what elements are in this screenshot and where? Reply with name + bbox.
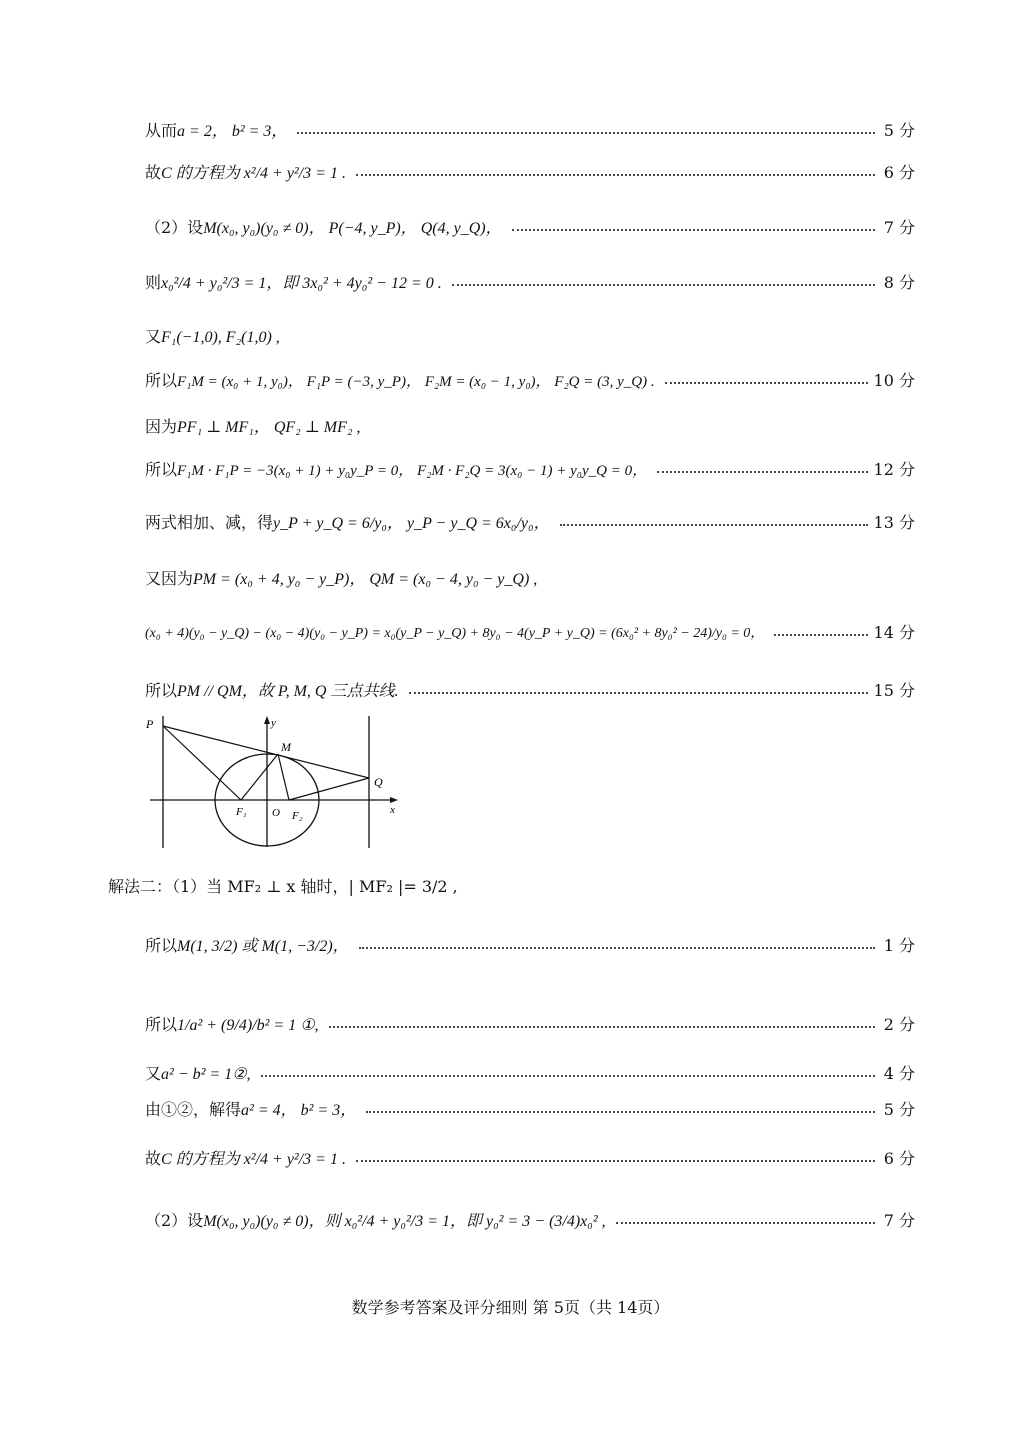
line-1 (145, 118, 915, 141)
line-text: 从而a = 2， b² = 3， (145, 121, 288, 140)
line-3 (145, 215, 915, 238)
score: 4 分 (883, 1064, 915, 1083)
line-text: 所以1/a² + (9/4)/b² = 1 ①, (145, 1015, 319, 1034)
leader-dots (329, 1026, 875, 1028)
line-text: 故C 的方程为 x²/4 + y²/3 = 1 . (145, 163, 346, 182)
page-footer: 数学参考答案及评分细则 第 5页（共 14页） (351, 1298, 670, 1317)
leader-dots (356, 174, 875, 176)
method2-heading-text: 解法二：（1）当 MF₂ ⊥ x 轴时，| MF₂ |= 3/2 , (108, 877, 458, 896)
score: 6 分 (883, 163, 915, 182)
line-6 (145, 368, 915, 391)
line-5 (145, 324, 915, 347)
line2-2 (145, 1012, 915, 1035)
method2-heading (108, 874, 908, 897)
score: 8 分 (883, 273, 915, 292)
label-P: P (146, 717, 154, 731)
leader-dots (512, 229, 875, 231)
line-text: 又F₁(−1,0), F₂(1,0) , (145, 327, 280, 346)
x-axis-arrow (390, 797, 398, 803)
score: 6 分 (883, 1149, 915, 1168)
line-text: 两式相加、减，得y_P + y_Q = 6/y₀， y_P − y_Q = 6x₀/y₀， (145, 513, 550, 532)
score: 12 分 (873, 460, 915, 479)
label-O: O (272, 807, 280, 819)
label-M: M (281, 740, 291, 754)
line-text: 又a² − b² = 1②, (145, 1064, 251, 1083)
line-text: 所以PM // QM，故 P, M, Q 三点共线. (145, 681, 399, 700)
line-text: 则x₀²/4 + y₀²/3 = 1，即 3x₀² + 4y₀² − 12 = 0 . (145, 273, 442, 292)
line-9 (145, 510, 915, 533)
score: 5 分 (883, 1100, 915, 1119)
score: 5 分 (883, 121, 915, 140)
line-11 (145, 620, 915, 643)
segment-PF1 (163, 726, 241, 800)
leader-dots (774, 634, 867, 636)
line2-5 (145, 1146, 915, 1169)
line-PQ (163, 726, 369, 778)
line-text: (x₀ + 4)(y₀ − y_Q) − (x₀ − 4)(y₀ − y_P) = x₀(y_P − y_Q) + 8y₀ − 4(y_P + y_Q) = (6x₀² + 8y₀² − 24)/y₀ = 0， (145, 625, 765, 641)
leader-dots (356, 1160, 875, 1162)
line-8 (145, 457, 915, 480)
score: 7 分 (883, 1211, 915, 1230)
line-text: （2）设M(x₀, y₀)(y₀ ≠ 0)，则 x₀²/4 + y₀²/3 = 1，即 y₀² = 3 − (3/4)x₀² , (145, 1211, 606, 1230)
score: 13 分 (873, 513, 915, 532)
line-text: 所以F₁M = (x₀ + 1, y₀)， F₁P = (−3, y_P)， F₂M = (x₀ − 1, y₀)， F₂Q = (3, y_Q) . (145, 371, 655, 390)
line2-1 (145, 933, 915, 956)
line-text: 所以F₁M · F₁P = −3(x₀ + 1) + y₀y_P = 0， F₂M · F₂Q = 3(x₀ − 1) + y₀y_Q = 0， (145, 460, 648, 479)
label-x: x (390, 804, 395, 816)
segment-MF2 (278, 754, 289, 800)
line-2 (145, 160, 915, 183)
score: 15 分 (873, 681, 915, 700)
line2-4 (145, 1097, 915, 1120)
score: 1 分 (883, 936, 915, 955)
segment-F1M (241, 754, 278, 800)
y-axis-arrow (264, 716, 270, 724)
leader-dots (366, 1111, 875, 1113)
line-4 (145, 270, 915, 293)
leader-dots (616, 1222, 875, 1224)
line-text: 因为PF₁ ⊥ MF₁， QF₂ ⊥ MF₂ , (145, 417, 361, 436)
label-y: y (271, 717, 276, 729)
ellipse-figure (140, 712, 410, 852)
leader-dots (657, 471, 867, 473)
line2-3 (145, 1061, 915, 1084)
line-10 (145, 566, 915, 589)
line-12 (145, 678, 915, 701)
leader-dots (409, 692, 868, 694)
leader-dots (359, 947, 875, 949)
line-text: 又因为PM = (x₀ + 4, y₀ − y_P)， QM = (x₀ − 4, y₀ − y_Q) , (145, 569, 538, 588)
leader-dots (261, 1075, 875, 1077)
line-7 (145, 414, 915, 437)
score: 14 分 (873, 623, 915, 642)
score: 2 分 (883, 1015, 915, 1034)
line-text: 所以M(1, 3/2) 或 M(1, −3/2)， (145, 936, 349, 955)
segment-F2Q (289, 778, 369, 800)
line2-6 (145, 1208, 915, 1231)
line-text: （2）设M(x₀, y₀)(y₀ ≠ 0)， P(−4, y_P)， Q(4, y_Q)， (145, 218, 502, 237)
leader-dots (452, 284, 875, 286)
label-Q: Q (374, 775, 383, 789)
line-text: 故C 的方程为 x²/4 + y²/3 = 1 . (145, 1149, 346, 1168)
label-F1: F₁ (236, 806, 247, 818)
leader-dots (297, 132, 875, 134)
score: 7 分 (883, 218, 915, 237)
label-F2: F₂ (292, 810, 303, 822)
leader-dots (665, 382, 868, 384)
line-text: 由①②，解得a² = 4， b² = 3， (145, 1100, 357, 1119)
score: 10 分 (873, 371, 915, 390)
leader-dots (560, 524, 868, 526)
